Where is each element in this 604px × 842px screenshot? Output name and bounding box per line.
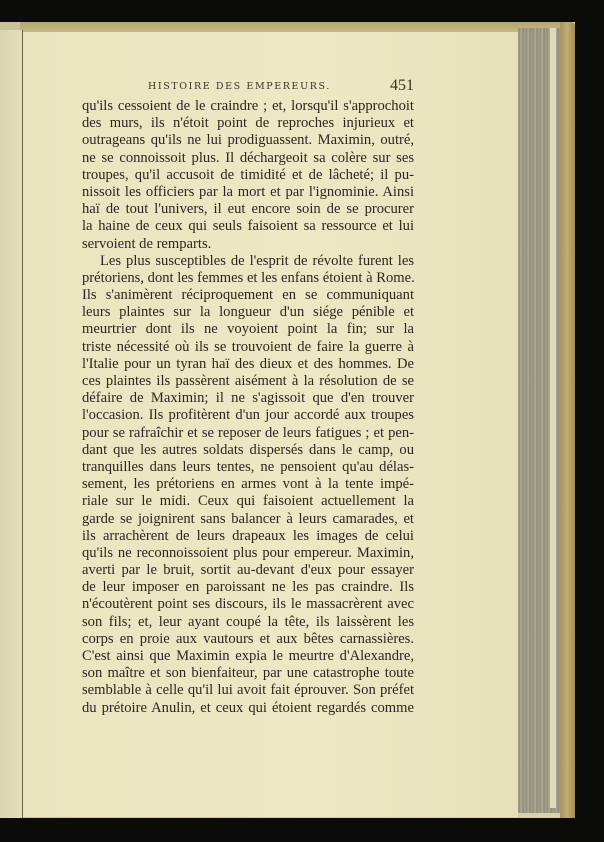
- text-line: son maître et son bienfaiteur, par une catastrophe toute: [82, 665, 414, 682]
- text-line: prétoriens, dont les femmes et les enfans étoient à Rome.: [82, 269, 415, 286]
- left-page-edge: [0, 30, 23, 820]
- text-line: nissoit les officiers par la mort et par l'ignominie. Ainsi: [82, 183, 414, 200]
- text-line: corps en proie aux vautours et aux bêtes carnassières.: [82, 630, 414, 647]
- text-line: haï de tout l'univers, il eut encore soin de se procurer: [82, 201, 414, 218]
- body-text: [82, 98, 414, 717]
- page-number: 451: [390, 77, 414, 94]
- text-line: de leur imposer en paroissant ne les pas craindre. Ils: [82, 579, 414, 596]
- text-line: du prétoire Anulin, et ceux qui étoient regardés comme: [82, 699, 414, 716]
- text-line: la haine de ceux qui seuls faisoient sa ressource et lui: [82, 218, 414, 235]
- text-line: tranquilles dans leurs tentes, ne pensoient qu'au délas-: [82, 458, 414, 475]
- text-line: garde se joignirent sans balancer à leurs camarades, et: [82, 510, 414, 527]
- text-line: n'écoutèrent point ses discours, ils le massacrèrent avec: [82, 596, 414, 613]
- text-line: servoient de remparts.: [82, 235, 212, 252]
- text-line: meurtrier dont ils ne voyoient point la fin; sur la: [82, 321, 414, 338]
- text-line: semblable à celle qu'il lui avoit fait éprouver. Son préfet: [82, 682, 414, 699]
- text-line: averti par le bruit, sortit au-devant d'eux pour essayer: [82, 562, 414, 579]
- text-line: qu'ils ne reconnoissoient plus pour empereur. Maximin,: [82, 544, 414, 561]
- text-line: dant que les autres soldats dispersés dans le camp, ou: [82, 441, 414, 458]
- text-line: leurs plaintes sur la longueur d'un siége pénible et: [82, 304, 414, 321]
- text-line: C'est ainsi que Maximin expia le meurtre d'Alexandre,: [82, 648, 414, 664]
- text-line: des murs, ils n'étoit point de reproches injurieux et: [82, 115, 414, 132]
- text-line: troupes, qu'il accusoit de timidité et de lâcheté; il pu-: [82, 166, 414, 183]
- text-line: l'occasion. Ils profitèrent d'un jour accordé aux troupes: [82, 407, 414, 424]
- text-line: défaire de Maximin; il ne s'agissoit que d'en trouver: [82, 390, 414, 407]
- text-line: son fils; et, leur ayant coupé la tête, ils laissèrent les: [82, 613, 414, 630]
- text-line: riale sur le midi. Ceux qui faisoient actuellement la: [82, 493, 414, 510]
- text-line: Les plus susceptibles de l'esprit de révolte furent les: [100, 252, 414, 269]
- text-line: ne se connoissoit plus. Il déchargeoit sa colère sur ses: [82, 149, 414, 166]
- text-line: Ils s'animèrent réciproquement en se communiquant: [82, 287, 414, 304]
- text-line: sement, les prétoriens en armes vont à la tente impé-: [82, 476, 414, 493]
- text-line: ces plaintes ils passèrent aisément à la résolution de se: [82, 373, 414, 389]
- text-line: qu'ils cessoient de le craindre ; et, lorsqu'il s'approchoit: [82, 98, 414, 114]
- text-line: ils arrachèrent de leurs drapeaux les images de celui: [82, 527, 414, 544]
- text-line: outrageans qu'ils ne lui prodiguassent. Maximin, outré,: [82, 132, 414, 149]
- text-line: triste nécessité où ils se trouvoient de faire la guerre à: [82, 338, 414, 355]
- running-head: HISTOIRE DES EMPEREURS.: [148, 81, 331, 92]
- text-line: pour se rafraîchir et se reposer de leurs fatigues ; et pen-: [82, 424, 414, 441]
- text-line: l'Italie pour un tyran haï des dieux et des hommes. De: [82, 355, 414, 372]
- page-edge-highlight: [550, 28, 556, 808]
- book-cover-right-edge: [560, 22, 575, 822]
- background-shadow: [0, 818, 604, 842]
